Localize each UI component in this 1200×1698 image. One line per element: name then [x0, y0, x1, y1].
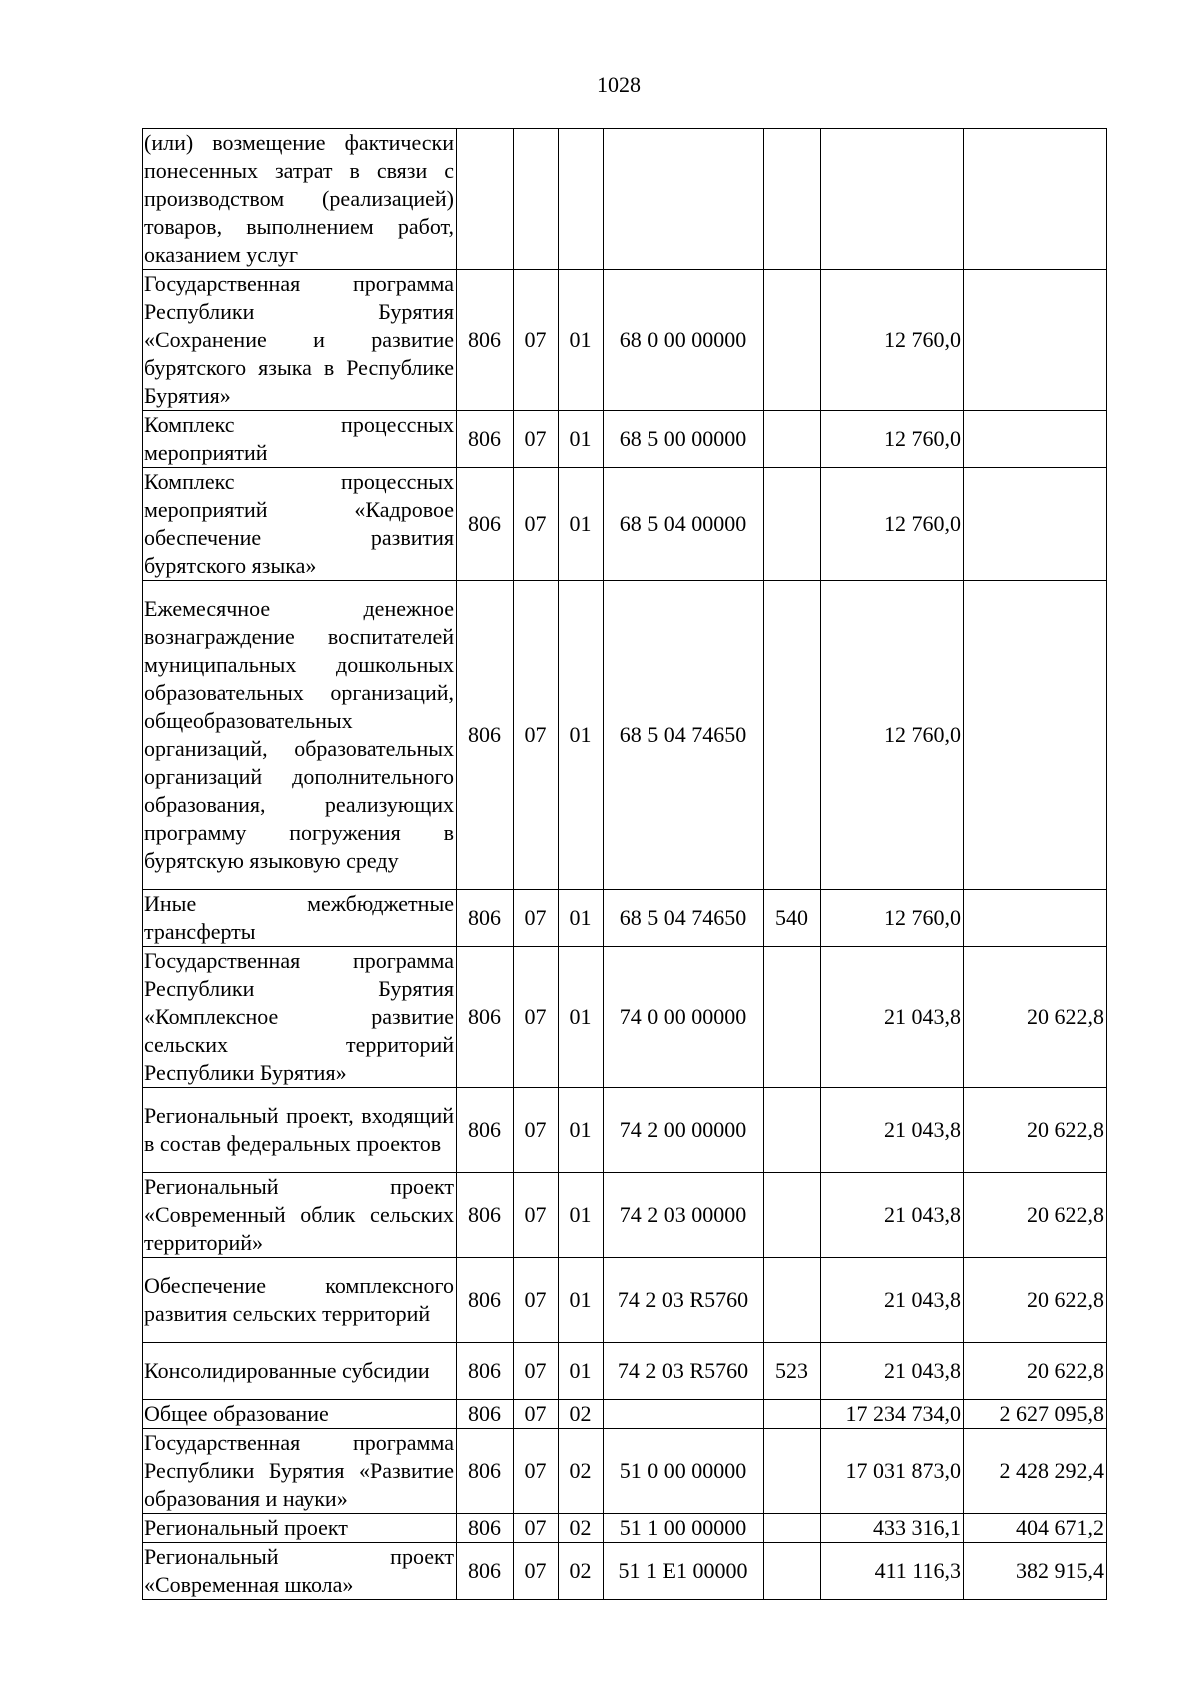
table-row	[143, 581, 1107, 890]
row-name: Консолидированные субсидии	[143, 1343, 457, 1400]
subsection-code: 01	[559, 1088, 604, 1173]
amount-year-1: 12 760,0	[821, 581, 964, 890]
ministry-code: 806	[457, 1088, 514, 1173]
section-code: 07	[514, 1343, 559, 1400]
target-article-code: 68 5 04 74650	[604, 581, 764, 890]
target-article-code: 68 0 00 00000	[604, 270, 764, 411]
subsection-code: 01	[559, 270, 604, 411]
ministry-code: 806	[457, 1514, 514, 1543]
page-number: 1028	[597, 72, 641, 97]
row-name: Государственная программа Республики Бурятия «Комплексное развитие сельских территорий Республики Бурятия»	[143, 947, 457, 1088]
amount-year-1	[821, 129, 964, 270]
section-code	[514, 129, 559, 270]
expense-type-code	[764, 1400, 821, 1429]
subsection-code: 01	[559, 411, 604, 468]
section-code: 07	[514, 1543, 559, 1600]
subsection-code	[559, 129, 604, 270]
amount-year-2: 2 627 095,8	[964, 1400, 1107, 1429]
ministry-code: 806	[457, 270, 514, 411]
amount-year-2: 404 671,2	[964, 1514, 1107, 1543]
table-row	[143, 411, 1107, 468]
section-code: 07	[514, 1088, 559, 1173]
row-name: Общее образование	[143, 1400, 457, 1429]
amount-year-1: 17 234 734,0	[821, 1400, 964, 1429]
subsection-code: 01	[559, 947, 604, 1088]
target-article-code	[604, 1400, 764, 1429]
amount-year-1: 12 760,0	[821, 411, 964, 468]
target-article-code: 74 2 03 00000	[604, 1173, 764, 1258]
row-name: Региональный проект «Современный облик сельских территорий»	[143, 1173, 457, 1258]
expense-type-code: 523	[764, 1343, 821, 1400]
amount-year-1: 12 760,0	[821, 270, 964, 411]
ministry-code: 806	[457, 1400, 514, 1429]
section-code: 07	[514, 411, 559, 468]
target-article-code: 51 1 00 00000	[604, 1514, 764, 1543]
target-article-code: 51 1 E1 00000	[604, 1543, 764, 1600]
expense-type-code	[764, 1514, 821, 1543]
expense-type-code	[764, 129, 821, 270]
row-name: (или) возмещение фактически понесенных затрат в связи с производством (реализацией) товаров, выполнением работ, оказанием услуг	[143, 129, 457, 270]
table-row	[143, 1343, 1107, 1400]
target-article-code: 74 2 03 R5760	[604, 1343, 764, 1400]
amount-year-1: 433 316,1	[821, 1514, 964, 1543]
subsection-code: 01	[559, 468, 604, 581]
amount-year-2	[964, 129, 1107, 270]
amount-year-1: 12 760,0	[821, 890, 964, 947]
amount-year-2: 382 915,4	[964, 1543, 1107, 1600]
table-row	[143, 1088, 1107, 1173]
subsection-code: 02	[559, 1400, 604, 1429]
section-code: 07	[514, 1258, 559, 1343]
expense-type-code	[764, 581, 821, 890]
table-row	[143, 270, 1107, 411]
expense-type-code	[764, 947, 821, 1088]
expense-type-code	[764, 1429, 821, 1514]
target-article-code: 68 5 00 00000	[604, 411, 764, 468]
amount-year-2	[964, 890, 1107, 947]
row-name: Иные межбюджетные трансферты	[143, 890, 457, 947]
row-name: Ежемесячное денежное вознаграждение воспитателей муниципальных дошкольных образовательных организаций, общеобразовательных организаций, образовательных организаций дополнительного образования, реализующих программу погружения в бурятскую языковую среду	[143, 581, 457, 890]
subsection-code: 02	[559, 1429, 604, 1514]
expense-type-code	[764, 468, 821, 581]
row-name: Региональный проект «Современная школа»	[143, 1543, 457, 1600]
expense-type-code	[764, 1543, 821, 1600]
ministry-code: 806	[457, 1173, 514, 1258]
target-article-code: 74 0 00 00000	[604, 947, 764, 1088]
target-article-code	[604, 129, 764, 270]
table-row	[143, 1258, 1107, 1343]
subsection-code: 02	[559, 1543, 604, 1600]
row-name: Региональный проект, входящий в состав федеральных проектов	[143, 1088, 457, 1173]
table-row	[143, 890, 1107, 947]
target-article-code: 68 5 04 00000	[604, 468, 764, 581]
amount-year-2	[964, 468, 1107, 581]
amount-year-1: 21 043,8	[821, 1173, 964, 1258]
expense-type-code: 540	[764, 890, 821, 947]
section-code: 07	[514, 1514, 559, 1543]
amount-year-2: 20 622,8	[964, 1088, 1107, 1173]
ministry-code: 806	[457, 581, 514, 890]
expense-type-code	[764, 411, 821, 468]
section-code: 07	[514, 581, 559, 890]
section-code: 07	[514, 947, 559, 1088]
expense-type-code	[764, 270, 821, 411]
section-code: 07	[514, 890, 559, 947]
subsection-code: 01	[559, 1258, 604, 1343]
amount-year-1: 21 043,8	[821, 1343, 964, 1400]
ministry-code: 806	[457, 1543, 514, 1600]
target-article-code: 74 2 00 00000	[604, 1088, 764, 1173]
ministry-code: 806	[457, 1429, 514, 1514]
section-code: 07	[514, 1173, 559, 1258]
amount-year-2: 2 428 292,4	[964, 1429, 1107, 1514]
subsection-code: 02	[559, 1514, 604, 1543]
subsection-code: 01	[559, 1173, 604, 1258]
amount-year-2: 20 622,8	[964, 1343, 1107, 1400]
row-name: Региональный проект	[143, 1514, 457, 1543]
amount-year-1: 21 043,8	[821, 1088, 964, 1173]
table-row	[143, 1429, 1107, 1514]
ministry-code: 806	[457, 468, 514, 581]
ministry-code: 806	[457, 411, 514, 468]
amount-year-2	[964, 581, 1107, 890]
table-row	[143, 129, 1107, 270]
row-name: Государственная программа Республики Бурятия «Сохранение и развитие бурятского языка в Республике Бурятия»	[143, 270, 457, 411]
section-code: 07	[514, 1429, 559, 1514]
subsection-code: 01	[559, 1343, 604, 1400]
section-code: 07	[514, 1400, 559, 1429]
row-name: Государственная программа Республики Бурятия «Развитие образования и науки»	[143, 1429, 457, 1514]
table-row	[143, 1514, 1107, 1543]
section-code: 07	[514, 468, 559, 581]
expense-type-code	[764, 1173, 821, 1258]
amount-year-1: 12 760,0	[821, 468, 964, 581]
ministry-code: 806	[457, 890, 514, 947]
ministry-code: 806	[457, 947, 514, 1088]
ministry-code	[457, 129, 514, 270]
section-code: 07	[514, 270, 559, 411]
amount-year-2: 20 622,8	[964, 947, 1107, 1088]
table-row	[143, 1400, 1107, 1429]
budget-table	[142, 128, 1107, 1600]
amount-year-2	[964, 270, 1107, 411]
amount-year-2: 20 622,8	[964, 1173, 1107, 1258]
target-article-code: 51 0 00 00000	[604, 1429, 764, 1514]
row-name: Обеспечение комплексного развития сельских территорий	[143, 1258, 457, 1343]
amount-year-1: 21 043,8	[821, 947, 964, 1088]
amount-year-2	[964, 411, 1107, 468]
target-article-code: 74 2 03 R5760	[604, 1258, 764, 1343]
expense-type-code	[764, 1258, 821, 1343]
table-row	[143, 468, 1107, 581]
subsection-code: 01	[559, 581, 604, 890]
table-body	[143, 129, 1107, 1600]
subsection-code: 01	[559, 890, 604, 947]
amount-year-1: 17 031 873,0	[821, 1429, 964, 1514]
row-name: Комплекс процессных мероприятий	[143, 411, 457, 468]
ministry-code: 806	[457, 1343, 514, 1400]
target-article-code: 68 5 04 74650	[604, 890, 764, 947]
amount-year-1: 411 116,3	[821, 1543, 964, 1600]
ministry-code: 806	[457, 1258, 514, 1343]
expense-type-code	[764, 1088, 821, 1173]
amount-year-2: 20 622,8	[964, 1258, 1107, 1343]
table-row	[143, 1543, 1107, 1600]
amount-year-1: 21 043,8	[821, 1258, 964, 1343]
table-row	[143, 947, 1107, 1088]
row-name: Комплекс процессных мероприятий «Кадровое обеспечение развития бурятского языка»	[143, 468, 457, 581]
table-row	[143, 1173, 1107, 1258]
